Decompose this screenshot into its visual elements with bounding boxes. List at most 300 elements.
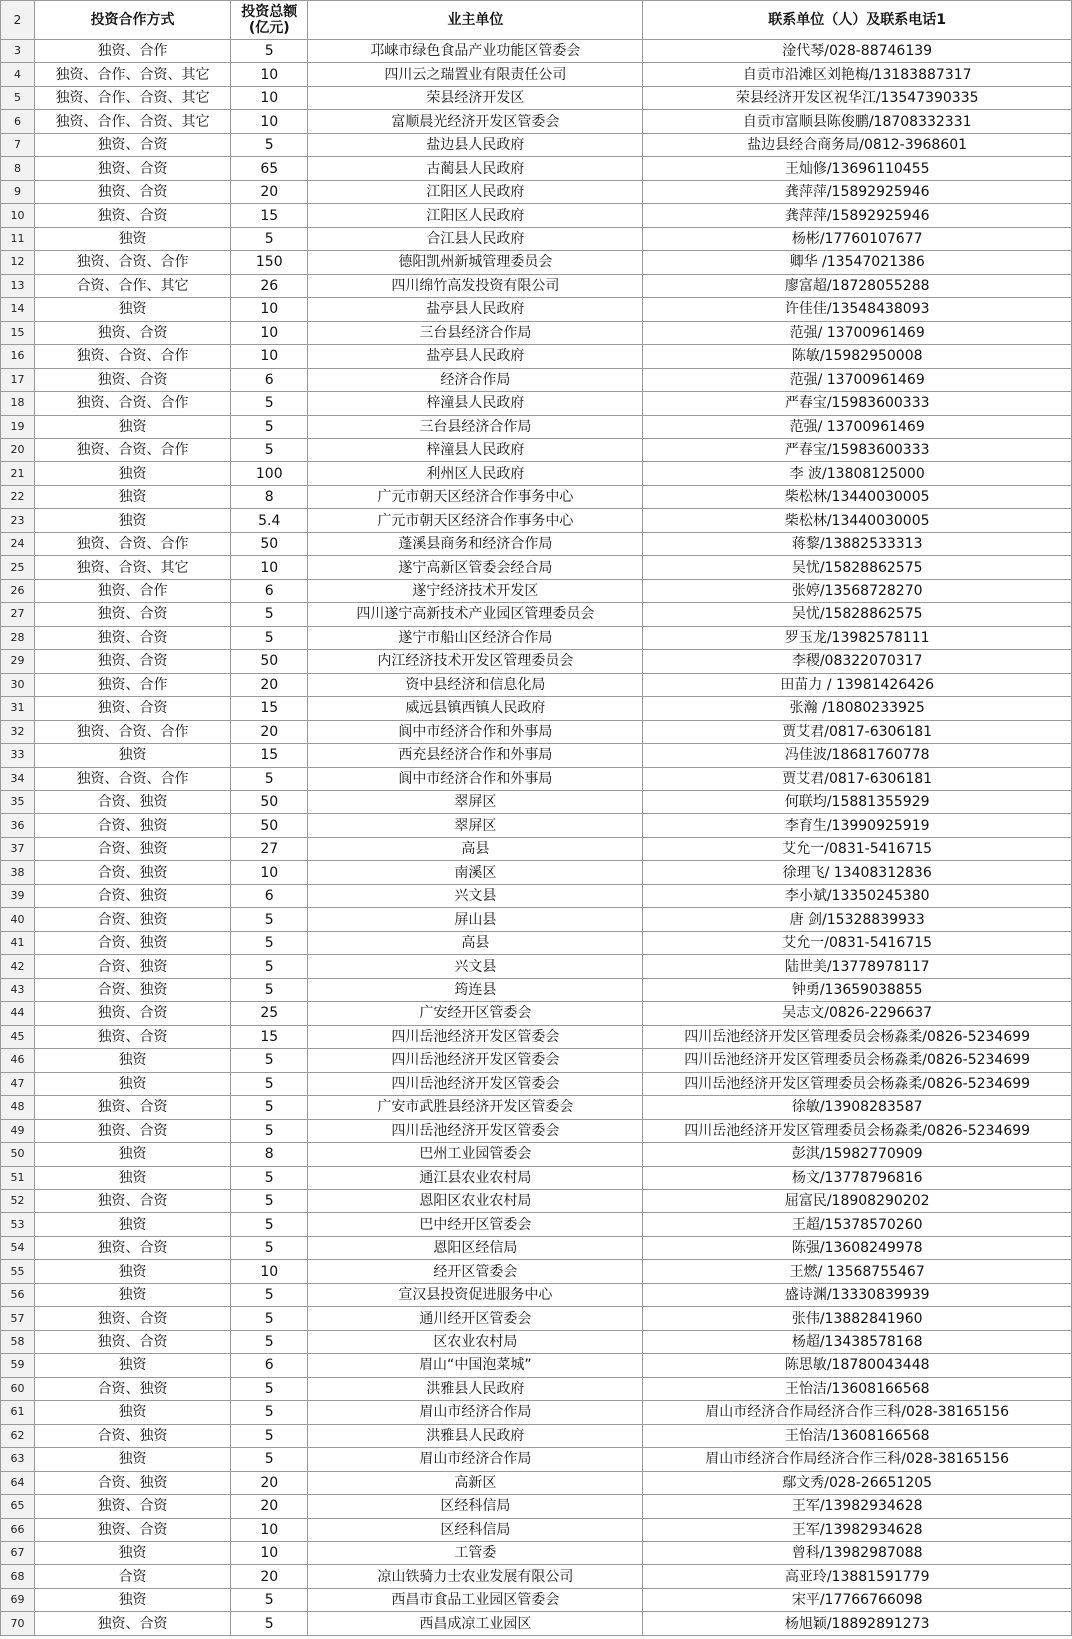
method-cell[interactable]: 独资	[34, 1542, 230, 1565]
owner-cell[interactable]: 西充县经济合作和外事局	[308, 744, 643, 767]
owner-cell[interactable]: 翠屏区	[308, 814, 643, 837]
amount-cell[interactable]: 5	[231, 908, 308, 931]
owner-cell[interactable]: 凉山铁骑力士农业发展有限公司	[308, 1565, 643, 1588]
amount-cell[interactable]: 5	[231, 392, 308, 415]
row-number-cell[interactable]: 68	[1, 1565, 35, 1588]
owner-cell[interactable]: 遂宁经济技术开发区	[308, 579, 643, 602]
method-cell[interactable]: 独资	[34, 1354, 230, 1377]
owner-cell[interactable]: 合江县人民政府	[308, 227, 643, 250]
contact-cell[interactable]: 范强/ 13700961469	[643, 415, 1072, 438]
owner-cell[interactable]: 南溪区	[308, 861, 643, 884]
amount-cell[interactable]: 10	[231, 1542, 308, 1565]
row-number-cell[interactable]: 29	[1, 650, 35, 673]
owner-cell[interactable]: 蓬溪县商务和经济合作局	[308, 532, 643, 555]
amount-cell[interactable]: 10	[231, 321, 308, 344]
owner-cell[interactable]: 筠连县	[308, 978, 643, 1001]
method-cell[interactable]: 独资、合资	[34, 368, 230, 391]
row-number-cell[interactable]: 69	[1, 1588, 35, 1611]
owner-cell[interactable]: 荣县经济开发区	[308, 86, 643, 109]
row-number-cell[interactable]: 56	[1, 1283, 35, 1306]
amount-cell[interactable]: 5	[231, 227, 308, 250]
contact-cell[interactable]: 李育生/13990925919	[643, 814, 1072, 837]
header-method[interactable]: 投资合作方式	[34, 1, 230, 40]
owner-cell[interactable]: 广安经开区管委会	[308, 1002, 643, 1025]
contact-cell[interactable]: 徐理飞/ 13408312836	[643, 861, 1072, 884]
owner-cell[interactable]: 恩阳区农业农村局	[308, 1189, 643, 1212]
contact-cell[interactable]: 四川岳池经济开发区管理委员会杨淼柔/0826-5234699	[643, 1119, 1072, 1142]
row-number-cell[interactable]: 18	[1, 392, 35, 415]
method-cell[interactable]: 独资、合资	[34, 180, 230, 203]
contact-cell[interactable]: 荣县经济开发区祝华江/13547390335	[643, 86, 1072, 109]
contact-cell[interactable]: 杨彬/17760107677	[643, 227, 1072, 250]
method-cell[interactable]: 合资、独资	[34, 1377, 230, 1400]
owner-cell[interactable]: 广元市朝天区经济合作事务中心	[308, 485, 643, 508]
row-number-cell[interactable]: 49	[1, 1119, 35, 1142]
amount-cell[interactable]: 5	[231, 603, 308, 626]
method-cell[interactable]: 独资、合资	[34, 204, 230, 227]
amount-cell[interactable]: 10	[231, 345, 308, 368]
amount-cell[interactable]: 5	[231, 1096, 308, 1119]
amount-cell[interactable]: 50	[231, 814, 308, 837]
row-number-cell[interactable]: 47	[1, 1072, 35, 1095]
method-cell[interactable]: 独资、合资	[34, 1495, 230, 1518]
contact-cell[interactable]: 艾允一/0831-5416715	[643, 837, 1072, 860]
row-number-cell[interactable]: 66	[1, 1518, 35, 1541]
owner-cell[interactable]: 区经科信局	[308, 1518, 643, 1541]
amount-cell[interactable]: 5	[231, 438, 308, 461]
amount-cell[interactable]: 150	[231, 251, 308, 274]
amount-cell[interactable]: 20	[231, 720, 308, 743]
owner-cell[interactable]: 资中县经济和信息化局	[308, 673, 643, 696]
amount-cell[interactable]: 5	[231, 415, 308, 438]
contact-cell[interactable]: 贾艾君/0817-6306181	[643, 720, 1072, 743]
method-cell[interactable]: 独资	[34, 462, 230, 485]
method-cell[interactable]: 独资、合资	[34, 1119, 230, 1142]
method-cell[interactable]: 独资、合资、合作	[34, 720, 230, 743]
owner-cell[interactable]: 眉山市经济合作局	[308, 1448, 643, 1471]
row-number-cell[interactable]: 44	[1, 1002, 35, 1025]
row-number-cell[interactable]: 67	[1, 1542, 35, 1565]
row-number-cell[interactable]: 21	[1, 462, 35, 485]
contact-cell[interactable]: 陈敏/15982950008	[643, 345, 1072, 368]
amount-cell[interactable]: 20	[231, 1471, 308, 1494]
row-number-cell[interactable]: 45	[1, 1025, 35, 1048]
owner-cell[interactable]: 洪雅县人民政府	[308, 1424, 643, 1447]
contact-cell[interactable]: 吴忧/15828862575	[643, 556, 1072, 579]
amount-cell[interactable]: 5	[231, 955, 308, 978]
contact-cell[interactable]: 张瀚 /18080233925	[643, 697, 1072, 720]
row-number-cell[interactable]: 35	[1, 791, 35, 814]
contact-cell[interactable]: 盛诗渊/13330839939	[643, 1283, 1072, 1306]
contact-cell[interactable]: 高亚玲/13881591779	[643, 1565, 1072, 1588]
contact-cell[interactable]: 杨文/13778796816	[643, 1166, 1072, 1189]
row-number-cell[interactable]: 43	[1, 978, 35, 1001]
amount-cell[interactable]: 10	[231, 861, 308, 884]
method-cell[interactable]: 独资、合资、合作	[34, 392, 230, 415]
method-cell[interactable]: 独资	[34, 485, 230, 508]
row-number-cell[interactable]: 34	[1, 767, 35, 790]
method-cell[interactable]: 独资	[34, 1401, 230, 1424]
row-number-cell[interactable]: 48	[1, 1096, 35, 1119]
method-cell[interactable]: 合资、独资	[34, 791, 230, 814]
owner-cell[interactable]: 四川岳池经济开发区管委会	[308, 1072, 643, 1095]
amount-cell[interactable]: 65	[231, 157, 308, 180]
row-number-cell[interactable]: 5	[1, 86, 35, 109]
owner-cell[interactable]: 巴中经开区管委会	[308, 1213, 643, 1236]
method-cell[interactable]: 合资、独资	[34, 931, 230, 954]
owner-cell[interactable]: 阆中市经济合作和外事局	[308, 767, 643, 790]
owner-cell[interactable]: 经开区管委会	[308, 1260, 643, 1283]
amount-cell[interactable]: 20	[231, 180, 308, 203]
owner-cell[interactable]: 高新区	[308, 1471, 643, 1494]
amount-cell[interactable]: 5	[231, 1119, 308, 1142]
row-number-cell[interactable]: 62	[1, 1424, 35, 1447]
row-number-cell[interactable]: 11	[1, 227, 35, 250]
row-number-cell[interactable]: 63	[1, 1448, 35, 1471]
contact-cell[interactable]: 盐边县经合商务局/0812-3968601	[643, 133, 1072, 156]
amount-cell[interactable]: 5	[231, 1448, 308, 1471]
row-number-cell[interactable]: 16	[1, 345, 35, 368]
amount-cell[interactable]: 15	[231, 744, 308, 767]
method-cell[interactable]: 独资、合资	[34, 1612, 230, 1635]
owner-cell[interactable]: 盐亭县人民政府	[308, 298, 643, 321]
amount-cell[interactable]: 5	[231, 1166, 308, 1189]
method-cell[interactable]: 独资、合作	[34, 579, 230, 602]
amount-cell[interactable]: 10	[231, 556, 308, 579]
method-cell[interactable]: 独资、合资	[34, 1002, 230, 1025]
contact-cell[interactable]: 鄢文秀/028-26651205	[643, 1471, 1072, 1494]
row-number-cell[interactable]: 6	[1, 110, 35, 133]
contact-cell[interactable]: 王军/13982934628	[643, 1495, 1072, 1518]
contact-cell[interactable]: 吴志文/0826-2296637	[643, 1002, 1072, 1025]
contact-cell[interactable]: 彭淇/15982770909	[643, 1143, 1072, 1166]
owner-cell[interactable]: 兴文县	[308, 884, 643, 907]
row-number-cell[interactable]: 57	[1, 1307, 35, 1330]
owner-cell[interactable]: 盐亭县人民政府	[308, 345, 643, 368]
owner-cell[interactable]: 三台县经济合作局	[308, 415, 643, 438]
contact-cell[interactable]: 龚萍萍/15892925946	[643, 180, 1072, 203]
row-number-cell[interactable]: 59	[1, 1354, 35, 1377]
amount-cell[interactable]: 5	[231, 978, 308, 1001]
method-cell[interactable]: 独资	[34, 227, 230, 250]
method-cell[interactable]: 独资、合作、合资、其它	[34, 86, 230, 109]
owner-cell[interactable]: 广安市武胜县经济开发区管委会	[308, 1096, 643, 1119]
method-cell[interactable]: 独资、合资、合作	[34, 251, 230, 274]
contact-cell[interactable]: 王超/15378570260	[643, 1213, 1072, 1236]
method-cell[interactable]: 独资、合作	[34, 673, 230, 696]
owner-cell[interactable]: 西昌成凉工业园区	[308, 1612, 643, 1635]
amount-cell[interactable]: 6	[231, 1354, 308, 1377]
method-cell[interactable]: 独资	[34, 1213, 230, 1236]
owner-cell[interactable]: 兴文县	[308, 955, 643, 978]
amount-cell[interactable]: 5	[231, 1424, 308, 1447]
method-cell[interactable]: 独资、合资	[34, 697, 230, 720]
row-number-cell[interactable]: 65	[1, 1495, 35, 1518]
contact-cell[interactable]: 李小斌/13350245380	[643, 884, 1072, 907]
contact-cell[interactable]: 范强/ 13700961469	[643, 321, 1072, 344]
row-number-cell[interactable]: 9	[1, 180, 35, 203]
row-number-cell[interactable]: 13	[1, 274, 35, 297]
owner-cell[interactable]: 梓潼县人民政府	[308, 392, 643, 415]
amount-cell[interactable]: 5	[231, 1377, 308, 1400]
amount-cell[interactable]: 5	[231, 767, 308, 790]
method-cell[interactable]: 合资	[34, 1565, 230, 1588]
row-number-cell[interactable]: 8	[1, 157, 35, 180]
header-owner[interactable]: 业主单位	[308, 1, 643, 40]
amount-cell[interactable]: 15	[231, 1025, 308, 1048]
owner-cell[interactable]: 阆中市经济合作和外事局	[308, 720, 643, 743]
owner-cell[interactable]: 四川云之瑞置业有限责任公司	[308, 63, 643, 86]
contact-cell[interactable]: 四川岳池经济开发区管理委员会杨淼柔/0826-5234699	[643, 1049, 1072, 1072]
method-cell[interactable]: 独资、合资	[34, 603, 230, 626]
amount-cell[interactable]: 100	[231, 462, 308, 485]
row-number-cell[interactable]: 30	[1, 673, 35, 696]
method-cell[interactable]: 独资、合资、其它	[34, 556, 230, 579]
row-number-cell[interactable]: 25	[1, 556, 35, 579]
owner-cell[interactable]: 西昌市食品工业园区管委会	[308, 1588, 643, 1611]
contact-cell[interactable]: 龚萍萍/15892925946	[643, 204, 1072, 227]
header-amount[interactable]	[231, 1, 308, 40]
owner-cell[interactable]: 威远县镇西镇人民政府	[308, 697, 643, 720]
owner-cell[interactable]: 德阳凯州新城管理委员会	[308, 251, 643, 274]
owner-cell[interactable]: 江阳区人民政府	[308, 204, 643, 227]
method-cell[interactable]: 独资	[34, 1588, 230, 1611]
contact-cell[interactable]: 罗玉龙/13982578111	[643, 626, 1072, 649]
contact-cell[interactable]: 徐敏/13908283587	[643, 1096, 1072, 1119]
contact-cell[interactable]: 李 波/13808125000	[643, 462, 1072, 485]
row-number-cell[interactable]: 50	[1, 1143, 35, 1166]
amount-cell[interactable]: 15	[231, 697, 308, 720]
contact-cell[interactable]: 王怡洁/13608166568	[643, 1424, 1072, 1447]
owner-cell[interactable]: 邛崃市绿色食品产业功能区管委会	[308, 40, 643, 63]
contact-cell[interactable]: 张伟/13882841960	[643, 1307, 1072, 1330]
amount-cell[interactable]: 20	[231, 673, 308, 696]
method-cell[interactable]: 独资、合资、合作	[34, 345, 230, 368]
contact-cell[interactable]: 陈思敏/18780043448	[643, 1354, 1072, 1377]
method-cell[interactable]: 独资、合资	[34, 650, 230, 673]
contact-cell[interactable]: 曾科/13982987088	[643, 1542, 1072, 1565]
row-number-cell[interactable]: 32	[1, 720, 35, 743]
owner-cell[interactable]: 翠屏区	[308, 791, 643, 814]
contact-cell[interactable]: 王怡洁/13608166568	[643, 1377, 1072, 1400]
row-number-cell[interactable]: 64	[1, 1471, 35, 1494]
owner-cell[interactable]: 巴州工业园管委会	[308, 1143, 643, 1166]
contact-cell[interactable]: 陆世美/13778978117	[643, 955, 1072, 978]
amount-cell[interactable]: 5	[231, 40, 308, 63]
owner-cell[interactable]: 内江经济技术开发区管理委员会	[308, 650, 643, 673]
owner-cell[interactable]: 四川岳池经济开发区管委会	[308, 1025, 643, 1048]
owner-cell[interactable]: 四川岳池经济开发区管委会	[308, 1119, 643, 1142]
contact-cell[interactable]: 唐 剑/15328839933	[643, 908, 1072, 931]
amount-cell[interactable]: 6	[231, 368, 308, 391]
method-cell[interactable]: 独资、合资、合作	[34, 767, 230, 790]
row-number-cell[interactable]: 58	[1, 1330, 35, 1353]
contact-cell[interactable]: 何联均/15881355929	[643, 791, 1072, 814]
owner-cell[interactable]: 宣汉县投资促进服务中心	[308, 1283, 643, 1306]
row-number-cell[interactable]: 40	[1, 908, 35, 931]
owner-cell[interactable]: 四川遂宁高新技术产业园区管理委员会	[308, 603, 643, 626]
method-cell[interactable]: 独资	[34, 1260, 230, 1283]
owner-cell[interactable]: 经济合作局	[308, 368, 643, 391]
row-number-cell[interactable]: 55	[1, 1260, 35, 1283]
row-number-cell[interactable]: 52	[1, 1189, 35, 1212]
contact-cell[interactable]: 屈富民/18908290202	[643, 1189, 1072, 1212]
contact-cell[interactable]: 冯佳波/18681760778	[643, 744, 1072, 767]
method-cell[interactable]: 独资	[34, 1448, 230, 1471]
method-cell[interactable]: 独资	[34, 1072, 230, 1095]
contact-cell[interactable]: 杨旭颖/18892891273	[643, 1612, 1072, 1635]
amount-cell[interactable]: 27	[231, 837, 308, 860]
amount-cell[interactable]: 5	[231, 133, 308, 156]
contact-cell[interactable]: 柴松林/13440030005	[643, 485, 1072, 508]
owner-cell[interactable]: 洪雅县人民政府	[308, 1377, 643, 1400]
amount-cell[interactable]: 20	[231, 1565, 308, 1588]
row-number-cell[interactable]: 46	[1, 1049, 35, 1072]
method-cell[interactable]: 合资、独资	[34, 884, 230, 907]
amount-cell[interactable]: 26	[231, 274, 308, 297]
contact-cell[interactable]: 自贡市沿滩区刘艳梅/13183887317	[643, 63, 1072, 86]
method-cell[interactable]: 合资、独资	[34, 1471, 230, 1494]
row-number-cell[interactable]: 17	[1, 368, 35, 391]
contact-cell[interactable]: 宋平/17766766098	[643, 1588, 1072, 1611]
method-cell[interactable]: 独资、合资	[34, 1025, 230, 1048]
owner-cell[interactable]: 利州区人民政府	[308, 462, 643, 485]
amount-cell[interactable]: 10	[231, 86, 308, 109]
method-cell[interactable]: 独资、合资	[34, 1518, 230, 1541]
owner-cell[interactable]: 江阳区人民政府	[308, 180, 643, 203]
row-number-cell[interactable]: 38	[1, 861, 35, 884]
contact-cell[interactable]: 四川岳池经济开发区管理委员会杨淼柔/0826-5234699	[643, 1072, 1072, 1095]
amount-cell[interactable]: 50	[231, 791, 308, 814]
contact-cell[interactable]: 四川岳池经济开发区管理委员会杨淼柔/0826-5234699	[643, 1025, 1072, 1048]
amount-cell[interactable]: 5	[231, 1049, 308, 1072]
amount-cell[interactable]: 20	[231, 1495, 308, 1518]
owner-cell[interactable]: 恩阳区经信局	[308, 1236, 643, 1259]
row-number-cell[interactable]: 51	[1, 1166, 35, 1189]
row-number-cell[interactable]: 37	[1, 837, 35, 860]
owner-cell[interactable]: 广元市朝天区经济合作事务中心	[308, 509, 643, 532]
method-cell[interactable]: 合资、独资	[34, 1424, 230, 1447]
row-number-cell[interactable]: 53	[1, 1213, 35, 1236]
row-number-cell[interactable]: 14	[1, 298, 35, 321]
owner-cell[interactable]: 古蔺县人民政府	[308, 157, 643, 180]
method-cell[interactable]: 独资	[34, 1143, 230, 1166]
method-cell[interactable]: 独资、合作	[34, 40, 230, 63]
contact-cell[interactable]: 严春宝/15983600333	[643, 438, 1072, 461]
method-cell[interactable]: 独资、合作、合资、其它	[34, 63, 230, 86]
row-number-cell[interactable]: 24	[1, 532, 35, 555]
row-number-cell[interactable]: 19	[1, 415, 35, 438]
contact-cell[interactable]: 艾允一/0831-5416715	[643, 931, 1072, 954]
amount-cell[interactable]: 6	[231, 579, 308, 602]
owner-cell[interactable]: 眉山“中国泡菜城”	[308, 1354, 643, 1377]
contact-cell[interactable]: 严春宝/15983600333	[643, 392, 1072, 415]
row-number-cell[interactable]: 61	[1, 1401, 35, 1424]
owner-cell[interactable]: 通川经开区管委会	[308, 1307, 643, 1330]
amount-cell[interactable]: 5	[231, 1189, 308, 1212]
row-number-cell[interactable]: 42	[1, 955, 35, 978]
amount-cell[interactable]: 10	[231, 298, 308, 321]
amount-cell[interactable]: 5	[231, 1307, 308, 1330]
contact-cell[interactable]: 贾艾君/0817-6306181	[643, 767, 1072, 790]
contact-cell[interactable]: 李稷/08322070317	[643, 650, 1072, 673]
contact-cell[interactable]: 自贡市富顺县陈俊鹏/18708332331	[643, 110, 1072, 133]
contact-cell[interactable]: 淦代琴/028-88746139	[643, 40, 1072, 63]
contact-cell[interactable]: 王军/13982934628	[643, 1518, 1072, 1541]
owner-cell[interactable]: 区经科信局	[308, 1495, 643, 1518]
method-cell[interactable]: 独资	[34, 509, 230, 532]
method-cell[interactable]: 独资、合作、合资、其它	[34, 110, 230, 133]
contact-cell[interactable]: 蒋黎/13882533313	[643, 532, 1072, 555]
method-cell[interactable]: 独资、合资	[34, 1307, 230, 1330]
method-cell[interactable]: 独资、合资	[34, 1330, 230, 1353]
amount-cell[interactable]: 25	[231, 1002, 308, 1025]
owner-cell[interactable]: 眉山市经济合作局	[308, 1401, 643, 1424]
amount-cell[interactable]: 50	[231, 532, 308, 555]
method-cell[interactable]: 独资、合资	[34, 157, 230, 180]
method-cell[interactable]: 独资、合资、合作	[34, 438, 230, 461]
row-number-cell[interactable]: 39	[1, 884, 35, 907]
contact-cell[interactable]: 范强/ 13700961469	[643, 368, 1072, 391]
contact-cell[interactable]: 王灿修/13696110455	[643, 157, 1072, 180]
owner-cell[interactable]: 梓潼县人民政府	[308, 438, 643, 461]
row-number-cell[interactable]: 33	[1, 744, 35, 767]
amount-cell[interactable]: 10	[231, 1260, 308, 1283]
amount-cell[interactable]: 10	[231, 110, 308, 133]
row-number-cell[interactable]: 36	[1, 814, 35, 837]
method-cell[interactable]: 独资、合资	[34, 321, 230, 344]
method-cell[interactable]: 独资	[34, 1283, 230, 1306]
method-cell[interactable]: 合资、独资	[34, 955, 230, 978]
amount-cell[interactable]: 5.4	[231, 509, 308, 532]
method-cell[interactable]: 合资、独资	[34, 861, 230, 884]
contact-cell[interactable]: 田苗力 / 13981426426	[643, 673, 1072, 696]
method-cell[interactable]: 独资	[34, 298, 230, 321]
row-number-cell[interactable]: 22	[1, 485, 35, 508]
method-cell[interactable]: 合资、独资	[34, 978, 230, 1001]
row-number-cell[interactable]: 27	[1, 603, 35, 626]
owner-cell[interactable]: 区农业农村局	[308, 1330, 643, 1353]
amount-cell[interactable]: 5	[231, 1236, 308, 1259]
method-cell[interactable]: 合资、独资	[34, 908, 230, 931]
contact-cell[interactable]: 钟勇/13659038855	[643, 978, 1072, 1001]
amount-cell[interactable]: 6	[231, 884, 308, 907]
contact-cell[interactable]: 卿华 /13547021386	[643, 251, 1072, 274]
owner-cell[interactable]: 遂宁高新区管委会经合局	[308, 556, 643, 579]
method-cell[interactable]: 独资	[34, 415, 230, 438]
owner-cell[interactable]: 富顺晨光经济开发区管委会	[308, 110, 643, 133]
amount-cell[interactable]: 5	[231, 931, 308, 954]
row-number-cell[interactable]: 20	[1, 438, 35, 461]
method-cell[interactable]: 独资、合资	[34, 626, 230, 649]
amount-cell[interactable]: 5	[231, 1612, 308, 1635]
row-number-cell[interactable]: 54	[1, 1236, 35, 1259]
owner-cell[interactable]: 工管委	[308, 1542, 643, 1565]
method-cell[interactable]: 独资、合资	[34, 1189, 230, 1212]
owner-cell[interactable]: 高县	[308, 931, 643, 954]
row-number-cell[interactable]: 28	[1, 626, 35, 649]
amount-cell[interactable]: 5	[231, 1213, 308, 1236]
amount-cell[interactable]: 8	[231, 1143, 308, 1166]
method-cell[interactable]: 独资、合资	[34, 1096, 230, 1119]
row-number-cell[interactable]: 2	[1, 1, 35, 40]
row-number-cell[interactable]: 12	[1, 251, 35, 274]
amount-cell[interactable]: 10	[231, 1518, 308, 1541]
contact-cell[interactable]: 柴松林/13440030005	[643, 509, 1072, 532]
contact-cell[interactable]: 眉山市经济合作局经济合作三科/028-38165156	[643, 1448, 1072, 1471]
method-cell[interactable]: 独资、合资	[34, 133, 230, 156]
amount-cell[interactable]: 15	[231, 204, 308, 227]
